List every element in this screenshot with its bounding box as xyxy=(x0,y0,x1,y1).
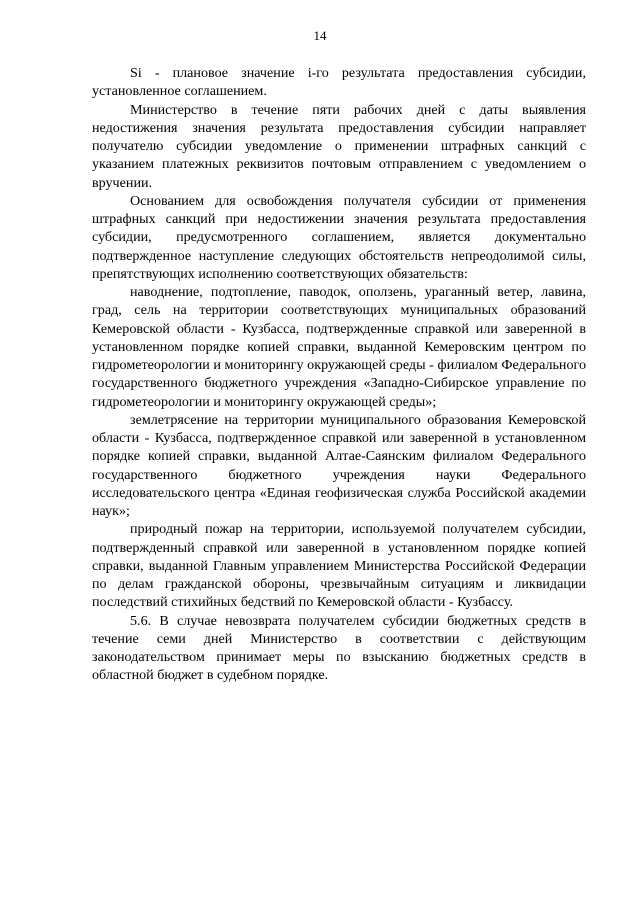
paragraph-earthquake-circumstances: землетрясение на территории муниципального образования Кемеровской области - Кузбасса, подтвержденное справкой или заверенной в установленном порядке копией справки, выданной Алтае-Саянским филиалом Федерального государственного бюджетного учреждения науки Федерального исследовательского центра «Единая геофизическая служба Российской академии наук»; xyxy=(92,411,586,519)
paragraph-ministry-notification: Министерство в течение пяти рабочих дней с даты выявления недостижения значения результата предоставления субсидии направляет получателю субсидии уведомление о применении штрафных санкций с указанием платежных реквизитов почтовым отправлением с уведомлением о вручении. xyxy=(92,101,586,191)
page-number: 14 xyxy=(313,28,327,43)
document-body xyxy=(92,64,586,685)
paragraph-wildfire-circumstances: природный пожар на территории, используемой получателем субсидии, подтвержденный справкой или заверенной в установленном порядке копией справки, выданной Главным управлением Министерства Российской Федерации по делам гражданской обороны, чрезвычайным ситуациям и ликвидации последствий стихийных бедствий по Кемеровской области - Кузбассу. xyxy=(92,521,586,611)
paragraph-force-majeure-basis: Основанием для освобождения получателя субсидии от применения штрафных санкций при недостижении значения результата предоставления субсидии, предусмотренного соглашением, является документально подтвержденное наступление следующих обстоятельств непреодолимой силы, препятствующих исполнению соответствующих обязательств: xyxy=(92,192,586,282)
paragraph-section-5-6: 5.6. В случае невозврата получателем субсидии бюджетных средств в течение семи дней Министерство в соответствии с действующим законодательством принимает меры по взысканию бюджетных средств в областной бюджет в судебном порядке. xyxy=(92,612,586,684)
paragraph-target-value-definition: Si - плановое значение i-го результата предоставления субсидии, установленное соглашением. xyxy=(92,65,586,100)
paragraph-flood-circumstances: наводнение, подтопление, паводок, оползень, ураганный ветер, лавина, град, сель на территории соответствующих муниципальных образований Кемеровской области - Кузбасса, подтвержденные справкой или заверенной в установленном порядке копией справки, выданной Кемеровским центром по гидрометеорологии и мониторингу окружающей среды - филиалом Федерального государственного бюджетного учреждения «Западно-Сибирское управление по гидрометеорологии и мониторингу окружающей среды»; xyxy=(92,284,586,410)
